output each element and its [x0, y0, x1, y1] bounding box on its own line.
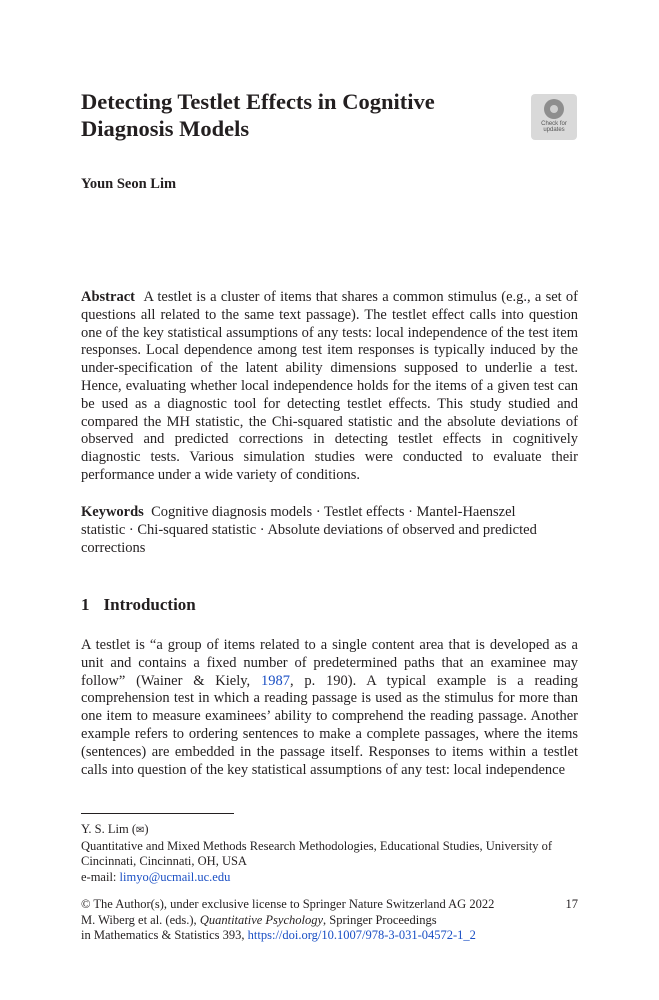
keywords-line-3: corrections [81, 539, 146, 556]
intro-paragraph [81, 637, 578, 779]
section-number: 1 [81, 595, 90, 614]
crossmark-icon [544, 99, 564, 119]
page-number: 17 [565, 897, 578, 911]
copyright-line: © The Author(s), under exclusive license to Springer Nature Switzerland AG 2022 [81, 897, 495, 911]
keywords [81, 504, 578, 557]
doi-link[interactable]: https://doi.org/10.1007/978-3-031-04572-1_2 [247, 928, 476, 943]
affiliation-line-2: Cincinnati, Cincinnati, OH, USA [81, 854, 247, 869]
keywords-line-2: statistic · Chi-squared statistic · Absolute deviations of observed and predicted [81, 521, 537, 538]
keywords-label: Keywords [81, 504, 144, 520]
paper-title [81, 88, 501, 142]
affiliation-line-1: Quantitative and Mixed Methods Research Methodologies, Educational Studies, University of [81, 838, 553, 853]
book-title: Quantitative Psychology [199, 912, 324, 927]
footnote-divider [81, 813, 234, 814]
section-title: Introduction [103, 595, 196, 614]
author-footnote: Y. S. Lim (✉) Quantitative and Mixed Methods Research Methodologies, Educational Studies, University of Cincinnati, Cincinnati, OH, USA e-mail: limyo@ucmail.uc.edu [81, 822, 553, 884]
intro-text-1: A testlet is “a group of items related to a single content area that is developed as a unit and contains a fixed number of predetermined paths that an examinee may follow” (Wainer & Kiely, [81, 637, 578, 689]
title-line-2: Diagnosis Models [81, 116, 250, 141]
footnote-author: Y. S. Lim ( [81, 822, 136, 836]
badge-label: Check for updates [541, 120, 567, 133]
author-name: Youn Seon Lim [81, 176, 177, 192]
title-line-1: Detecting Testlet Effects in Cognitive [81, 89, 435, 114]
copyright-block: 17 © The Author(s), under exclusive license to Springer Nature Switzerland AG 2022 M. Wiberg et al. (eds.), Quantitative Psychology, Springer Proceedings in Mathematics & Statistics 393, https://doi.org/10.1007/978-3-031-04572-1_2 [81, 897, 578, 943]
abstract [81, 289, 578, 485]
citation-link[interactable]: 1987 [260, 672, 290, 689]
envelope-icon: ✉ [136, 825, 145, 836]
intro-text-2: , p. 190). A typical example is a reading comprehension test in which a reading passage is used as the stimulus for more than one item to measure examinees’ ability to comprehend the reading passage. Another example refers to ordering sentences to make a complete passages, where the items (sentences) are embedded in the passage itself. Responses to items within a testlet calls into question of the key statistical assumptions of any test: local independence [81, 672, 578, 778]
check-for-updates-badge[interactable] [531, 94, 577, 140]
email-label: e-mail: [81, 869, 120, 884]
abstract-text: A testlet is a cluster of items that shares a common stimulus (e.g., a set of questions all related to the same text passage). The testlet effect calls into question one of the key statistical assumptions of any tests: local independence of the test item responses. Local dependence among test item responses is typically induced by the under-specification of the latent ability dimensions supposed to underlie a test. Hence, evaluating whether local independence holds for the items of a given test can be used as a diagnostic tool for detecting testlet effects. This study studied and compared the MH statistic, the Chi-squared statistic and the absolute deviations of observed and predicted corrections in detecting testlet effects in cognitively diagnostic tests. Various simulation studies were conducted to evaluate their performance under a wide variety of conditions. [81, 289, 579, 483]
email-link[interactable]: limyo@ucmail.uc.edu [119, 869, 231, 884]
keywords-line-1: Cognitive diagnosis models · Testlet effects · Mantel-Haenszel [151, 504, 516, 520]
abstract-label: Abstract [81, 289, 135, 305]
section-heading [81, 595, 196, 615]
